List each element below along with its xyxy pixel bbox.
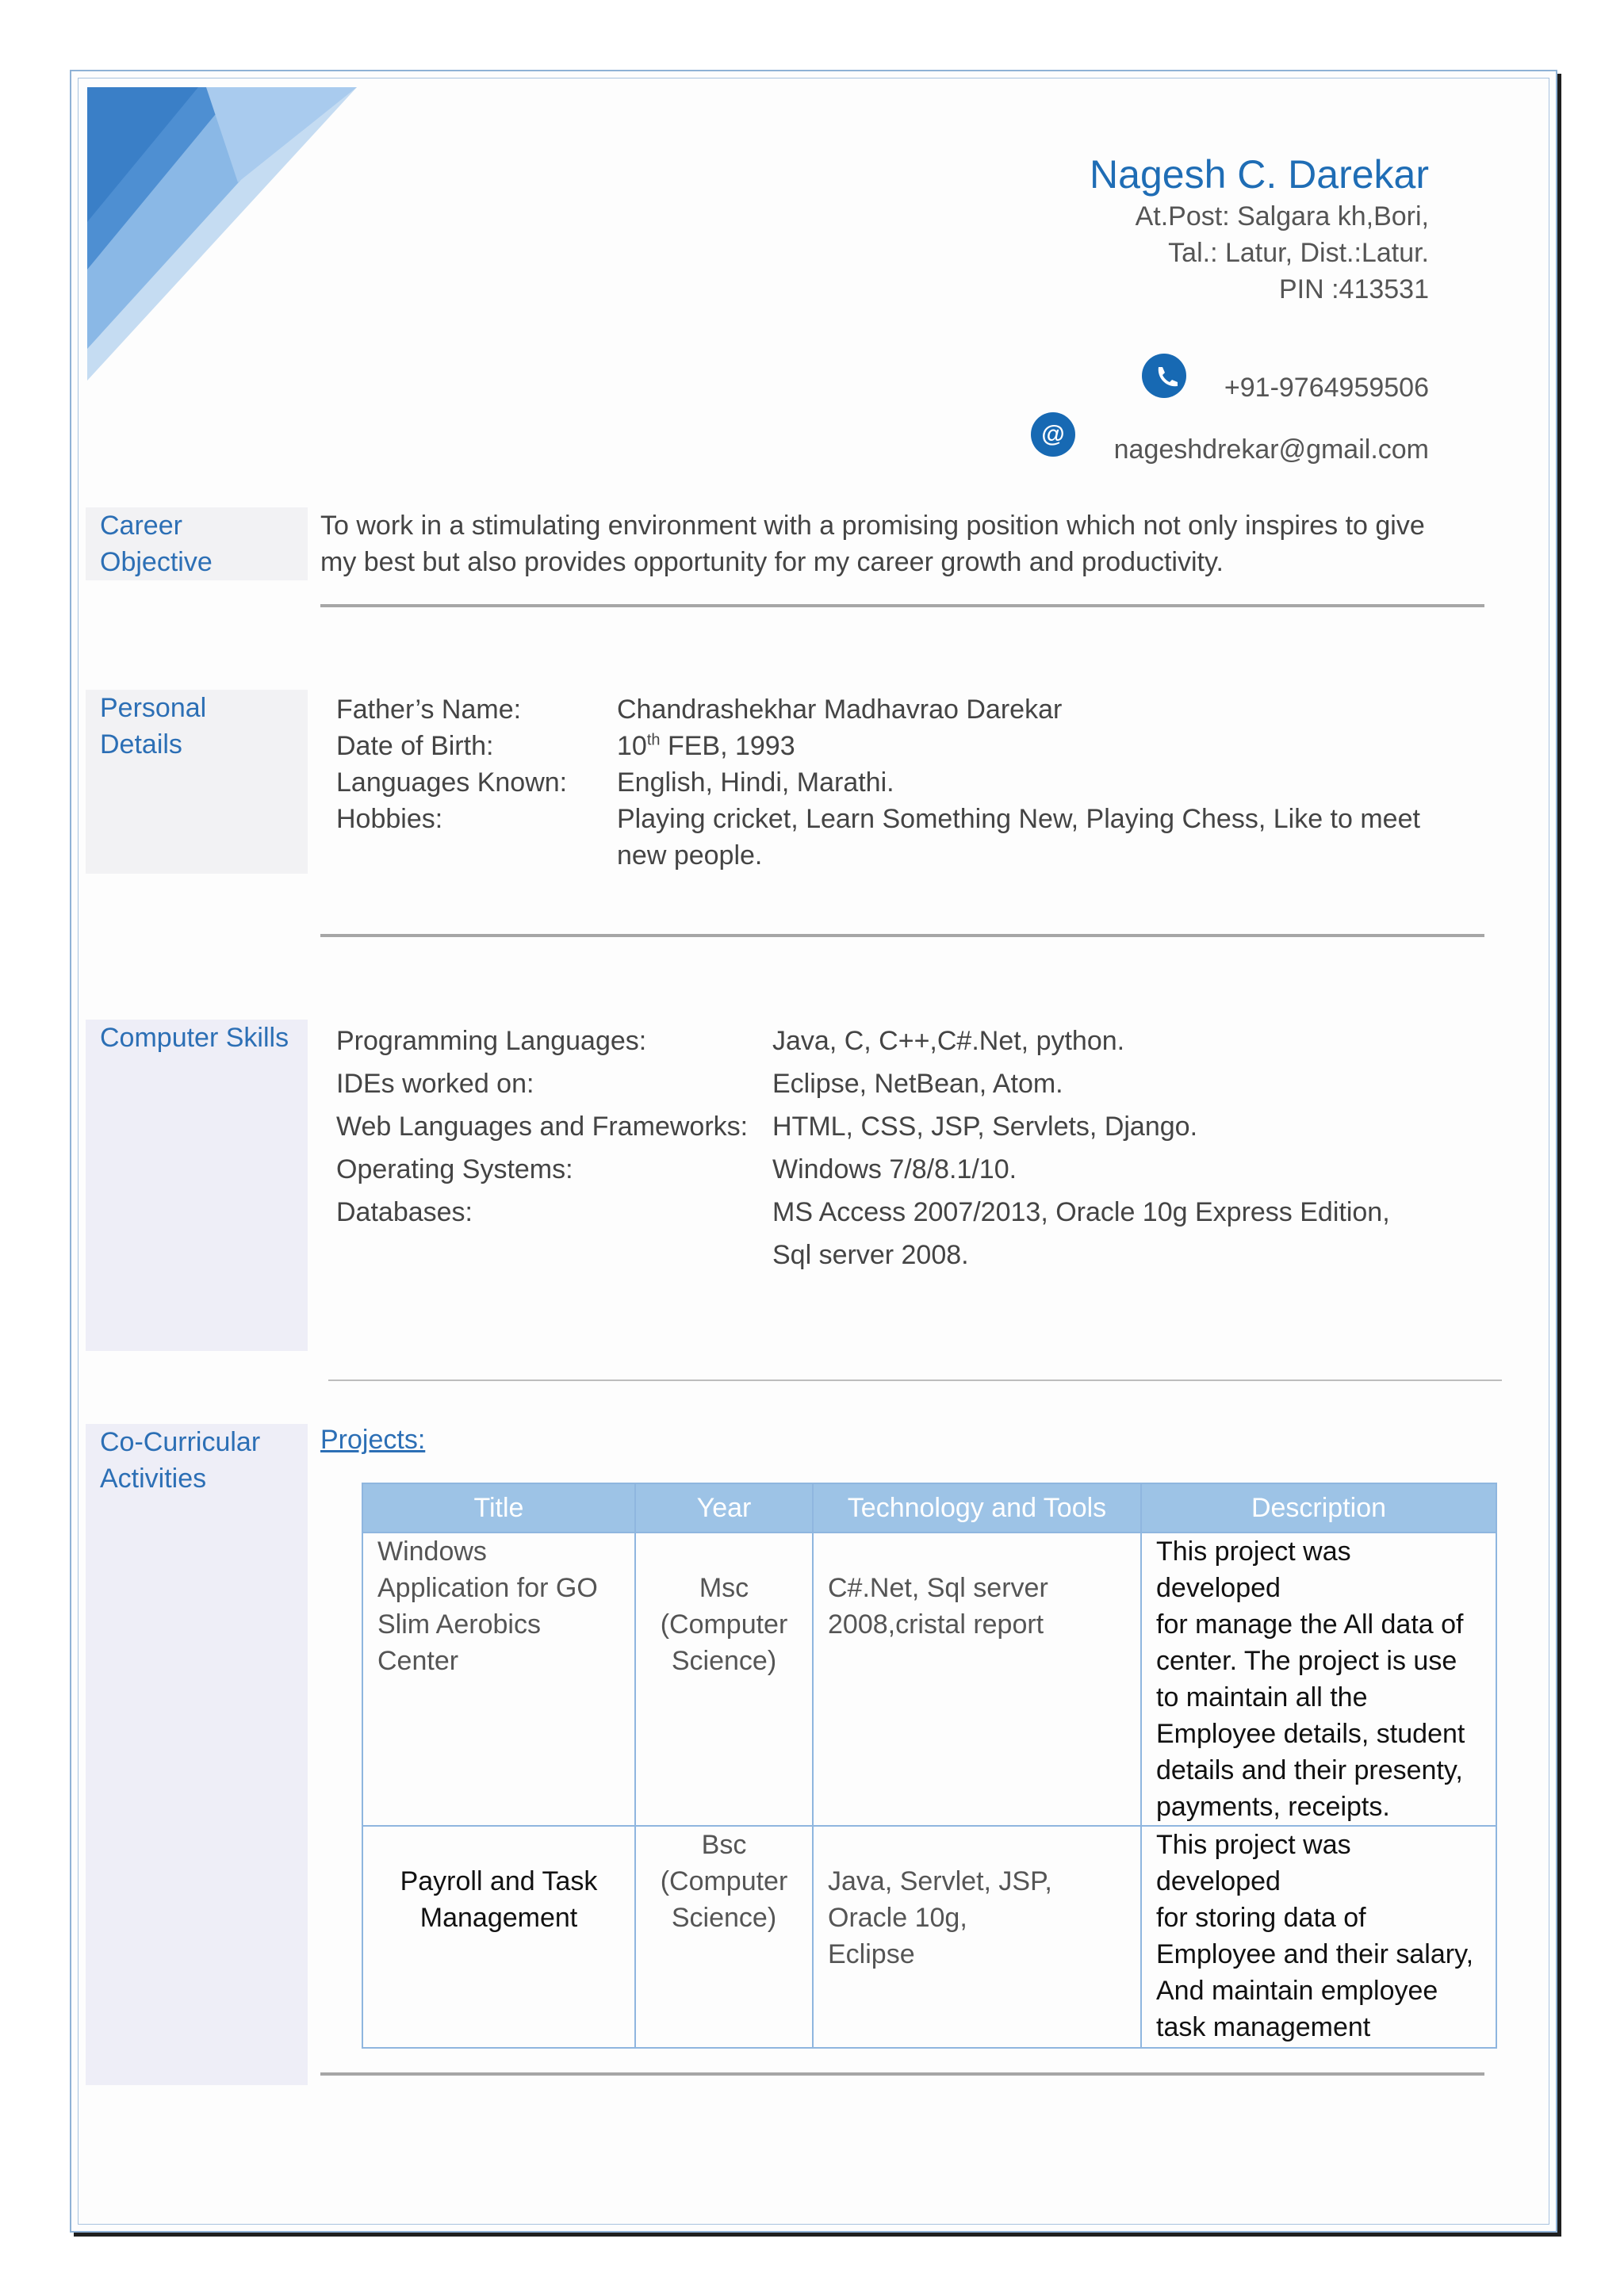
cell-line: Science) bbox=[671, 1646, 777, 1676]
cell-line: center. The project is use bbox=[1156, 1646, 1457, 1676]
table-row bbox=[362, 1826, 1496, 2048]
phone-number[interactable]: +91-9764959506 bbox=[1224, 373, 1429, 403]
date-of-birth-value bbox=[617, 728, 1420, 764]
cell-line: Employee and their salary, bbox=[1156, 1939, 1474, 1969]
field-value: new people. bbox=[617, 840, 763, 871]
field-value: Chandrashekhar Madhavrao Darekar bbox=[617, 695, 1063, 725]
cell-line: Msc bbox=[699, 1573, 749, 1603]
text-line: my best but also provides opportunity for my career growth and productivity. bbox=[320, 547, 1224, 577]
column-header-technology: Technology and Tools bbox=[813, 1483, 1141, 1533]
project-title-cell bbox=[362, 1826, 635, 2048]
address-line: Tal.: Latur, Dist.:Latur. bbox=[1168, 238, 1429, 268]
email-address[interactable]: nageshdrekar@gmail.com bbox=[1113, 434, 1429, 465]
section-label-text: Personal bbox=[100, 693, 207, 723]
cell-line: Application for GO bbox=[377, 1573, 598, 1603]
corner-decoration bbox=[87, 87, 357, 381]
cell-line: This project was developed bbox=[1156, 1536, 1351, 1603]
cell-line: (Computer bbox=[660, 1609, 788, 1640]
skill-key: Operating Systems: bbox=[336, 1154, 573, 1184]
phone-icon bbox=[1142, 354, 1186, 398]
section-label-text: Computer Skills bbox=[100, 1023, 289, 1053]
section-divider bbox=[320, 934, 1484, 937]
cell-line: for manage the All data of bbox=[1156, 1609, 1464, 1640]
cell-line: Employee details, student bbox=[1156, 1719, 1465, 1749]
section-label-text: Objective bbox=[100, 547, 213, 577]
projects-heading-link[interactable]: Projects: bbox=[320, 1425, 426, 1455]
personal-keys bbox=[336, 691, 567, 837]
skill-key: Web Languages and Frameworks: bbox=[336, 1112, 749, 1142]
address-pin: PIN :413531 bbox=[1278, 274, 1429, 304]
cell-line: Center bbox=[377, 1646, 459, 1676]
section-label-cocurricular bbox=[86, 1424, 308, 2085]
cell-line: Management bbox=[419, 1903, 578, 1933]
skill-value: Java, C, C++,C#.Net, python. bbox=[772, 1026, 1125, 1056]
cell-line: Eclipse bbox=[828, 1939, 915, 1969]
cell-line: Windows bbox=[377, 1536, 487, 1567]
cell-line: Payroll and Task bbox=[400, 1866, 598, 1896]
skill-value: Windows 7/8/8.1/10. bbox=[772, 1154, 1017, 1184]
project-tech-cell bbox=[813, 1533, 1141, 1826]
section-label-text: Details bbox=[100, 729, 182, 760]
cell-line: task management bbox=[1156, 2012, 1371, 2042]
candidate-name: Nagesh C. Darekar bbox=[1090, 152, 1429, 197]
cell-line: for storing data of bbox=[1156, 1903, 1366, 1933]
cell-line: to maintain all the bbox=[1156, 1682, 1368, 1712]
column-header-title: Title bbox=[362, 1483, 635, 1533]
header-block bbox=[1090, 151, 1429, 308]
column-header-year: Year bbox=[635, 1483, 813, 1533]
skill-value: MS Access 2007/2013, Oracle 10g Express Edition, bbox=[772, 1197, 1390, 1227]
cell-line: details and their presenty, bbox=[1156, 1755, 1463, 1785]
field-key: Hobbies: bbox=[336, 804, 443, 834]
section-label-career bbox=[86, 507, 308, 580]
section-label-text: Career bbox=[100, 511, 182, 541]
skill-value: HTML, CSS, JSP, Servlets, Django. bbox=[772, 1112, 1198, 1142]
cell-line: Java, Servlet, JSP, bbox=[828, 1866, 1052, 1896]
skill-value: Sql server 2008. bbox=[772, 1240, 969, 1270]
skill-value: Eclipse, NetBean, Atom. bbox=[772, 1069, 1063, 1099]
section-label-text: Co-Curricular bbox=[100, 1427, 261, 1457]
skill-key: Programming Languages: bbox=[336, 1026, 647, 1056]
field-key: Date of Birth: bbox=[336, 731, 494, 761]
project-title-cell bbox=[362, 1533, 635, 1826]
table-header-row bbox=[362, 1483, 1496, 1533]
section-divider bbox=[320, 2072, 1484, 2076]
cell-line: 2008,cristal report bbox=[828, 1609, 1044, 1640]
skill-key: IDEs worked on: bbox=[336, 1069, 534, 1099]
projects-table bbox=[362, 1483, 1497, 2049]
field-key: Languages Known: bbox=[336, 767, 568, 798]
dob-suffix: th bbox=[646, 731, 661, 749]
text-line: To work in a stimulating environment with a promising position which not only inspires to give bbox=[320, 511, 1425, 541]
project-tech-cell bbox=[813, 1826, 1141, 2048]
personal-values bbox=[617, 691, 1420, 874]
cell-line: Oracle 10g, bbox=[828, 1903, 967, 1933]
cell-line: This project was developed bbox=[1156, 1830, 1351, 1896]
dob-rest: FEB, 1993 bbox=[660, 731, 795, 761]
section-divider bbox=[328, 1380, 1502, 1381]
cell-line: Science) bbox=[671, 1903, 777, 1933]
cell-line: C#.Net, Sql server bbox=[828, 1573, 1048, 1603]
section-label-skills bbox=[86, 1020, 308, 1351]
cell-line: (Computer bbox=[660, 1866, 788, 1896]
at-sign-icon: @ bbox=[1031, 412, 1075, 457]
dob-day: 10 bbox=[617, 731, 647, 761]
section-label-personal bbox=[86, 690, 308, 874]
project-description-cell bbox=[1141, 1826, 1496, 2048]
field-value: Playing cricket, Learn Something New, Playing Chess, Like to meet bbox=[617, 804, 1420, 834]
career-objective-text bbox=[320, 507, 1494, 580]
cell-line: And maintain employee bbox=[1156, 1976, 1438, 2006]
field-key: Father’s Name: bbox=[336, 695, 522, 725]
project-description-cell bbox=[1141, 1533, 1496, 1826]
cell-line: payments, receipts. bbox=[1156, 1792, 1390, 1822]
skills-values bbox=[772, 1020, 1390, 1276]
section-label-text: Activities bbox=[100, 1464, 207, 1494]
project-year-cell bbox=[635, 1826, 813, 2048]
skills-keys bbox=[336, 1020, 748, 1234]
field-value: English, Hindi, Marathi. bbox=[617, 767, 894, 798]
cell-line: Slim Aerobics bbox=[377, 1609, 541, 1640]
address-line: At.Post: Salgara kh,Bori, bbox=[1135, 201, 1429, 232]
skill-key: Databases: bbox=[336, 1197, 473, 1227]
cell-line: Bsc bbox=[701, 1830, 747, 1860]
table-row bbox=[362, 1533, 1496, 1826]
section-divider bbox=[320, 604, 1484, 607]
column-header-description: Description bbox=[1141, 1483, 1496, 1533]
project-year-cell bbox=[635, 1533, 813, 1826]
